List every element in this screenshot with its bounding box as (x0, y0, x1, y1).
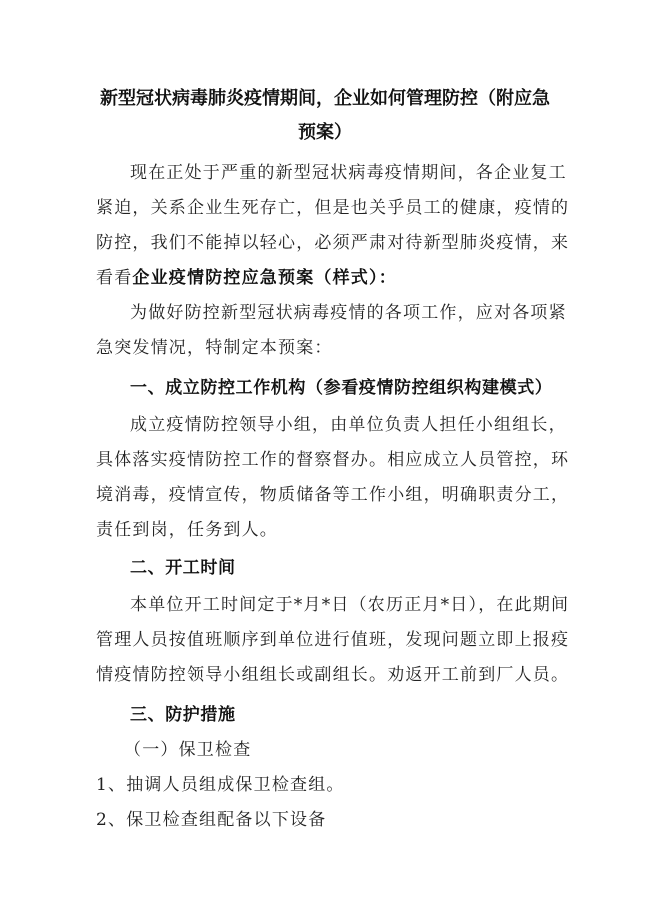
section-3-item-2: 2、保卫检查组配备以下设备 (96, 810, 327, 830)
intro-line-2: 紧迫，关系企业生死存亡，但是也关乎员工的健康，疫情的 (96, 198, 570, 218)
section-2-line-3: 情疫情防控领导小组组长或副组长。劝返开工前到厂人员。 (96, 665, 570, 685)
emergency-plan-highlight: 企业疫情防控应急预案（样式） (132, 268, 379, 288)
section-3-item-1: 1、抽调人员组成保卫检查组。 (96, 775, 345, 795)
intro-line-4-colon: ： (378, 268, 397, 288)
section-3-heading: 三、防护措施 (130, 705, 236, 725)
section-1-line-4: 责任到岗，任务到人。 (96, 520, 278, 540)
section-2-line-1: 本单位开工时间定于*月*日（农历正月*日），在此期间 (130, 595, 570, 615)
section-1-line-3: 境消毒，疫情宣传，物质储备等工作小组，明确职责分工， (96, 485, 570, 505)
intro-line-3: 防控，我们不能掉以轻心，必须严肃对待新型肺炎疫情，来 (96, 233, 570, 253)
purpose-line-1: 为做好防控新型冠状病毒疫情的各项工作，应对各项紧 (130, 303, 567, 323)
purpose-line-2: 急突发情况，特制定本预案： (96, 338, 333, 358)
section-1-heading: 一、成立防控工作机构（参看疫情防控组织构建模式） (130, 378, 553, 398)
intro-line-1: 现在正处于严重的新型冠状病毒疫情期间，各企业复工 (130, 163, 567, 183)
section-2-line-2: 管理人员按值班顺序到单位进行值班，发现问题立即上报疫 (96, 630, 570, 650)
document-title-line-1: 新型冠状病毒肺炎疫情期间，企业如何管理防控（附应急 (100, 88, 550, 109)
section-1-line-2: 具体落实疫情防控工作的督察督办。相应成立人员管控，环 (96, 450, 570, 470)
document-title-line-2: 预案） (298, 122, 352, 143)
section-2-heading: 二、开工时间 (130, 558, 236, 578)
intro-line-4-prefix: 看看 (96, 268, 133, 288)
intro-line-4 (96, 263, 397, 288)
section-3-subheading: （一）保卫检查 (124, 740, 252, 760)
section-1-line-1: 成立疫情防控领导小组，由单位负责人担任小组组长， (130, 415, 567, 435)
